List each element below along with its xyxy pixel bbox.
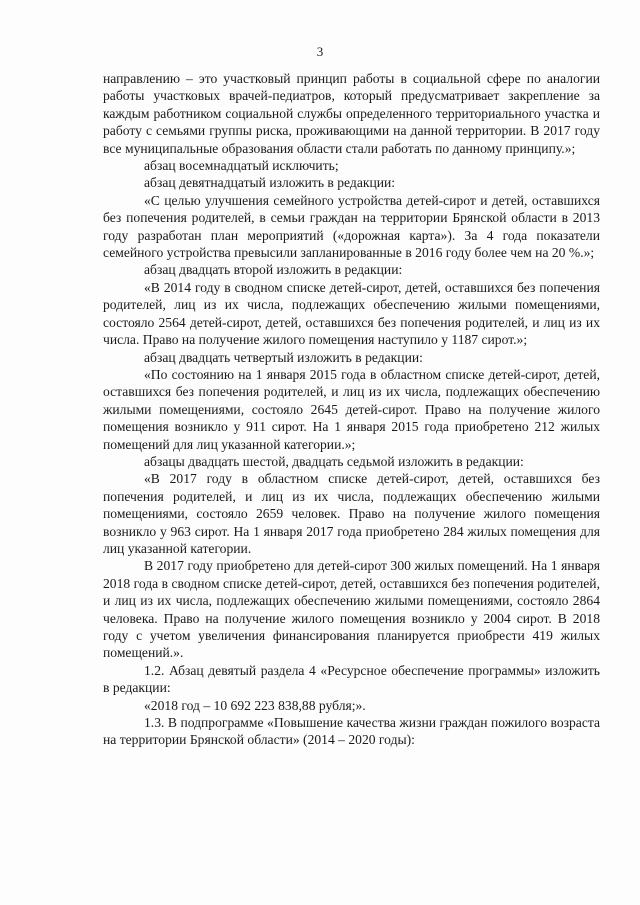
paragraph-8: «По состоянию на 1 января 2015 года в областном списке детей-сирот, детей, оставшихся без попечения родителей, и лиц из их числа, подлежащих обеспечению жилыми помещениями, состояло 2645 детей-сирот. Право на получение жилого помещения возникло у 911 сирот. На 1 января 2015 года приобретено 212 жилых помещений для лиц указанной категории.»; (103, 366, 600, 452)
paragraph-14: 1.3. В подпрограмме «Повышение качества жизни граждан пожилого возраста на территории Брянской области» (2014 – 2020 годы): (103, 715, 600, 748)
paragraph-11: В 2017 году приобретено для детей-сирот 300 жилых помещений. На 1 января 2018 года в сводном списке детей-сирот, детей, оставшихся без попечения родителей, и лиц из их числа, подлежащих обеспечению жилыми помещениями, состояло 2864 человека. Право на получение жилого помещения возникло у 2004 сирот. В 2018 году с учетом увеличения финансирования планируется приобрести 419 жилых помещений.». (103, 558, 600, 661)
document-body (103, 70, 600, 749)
paragraph-2: абзац восемнадцатый исключить; (144, 158, 339, 174)
paragraph-12: 1.2. Абзац девятый раздела 4 «Ресурсное обеспечение программы» изложить в редакции: (103, 662, 600, 696)
paragraph-7: абзац двадцать четвертый изложить в редакции: (144, 349, 423, 365)
paragraph-3: абзац девятнадцатый изложить в редакции: (144, 175, 396, 191)
paragraph-4: «С целью улучшения семейного устройства детей-сирот и детей, оставшихся без попечения родителей, в семьи граждан на территории Брянской области в 2013 году разработан план мероприятий («дорожная карта»). За 4 года показатели семейного устройства превысили запланированные в 2016 году более чем на 20 %.»; (103, 192, 600, 261)
paragraph-6: «В 2014 году в сводном списке детей-сирот, детей, оставшихся без попечения родителей, лиц из их числа, подлежащих обеспечению жилыми помещениями, состояло 2564 детей-сирот, детей, оставшихся без попечения родителей, и лиц из их числа. Право на получение жилого помещения наступило у 1187 сирот.»; (103, 279, 600, 348)
paragraph-9: абзацы двадцать шестой, двадцать седьмой изложить в редакции: (144, 453, 524, 469)
paragraph-1: направлению – это участковый принцип работы в социальной сфере по аналогии работы участковых врачей-педиатров, который предусматривает закрепление за каждым работником социальной службы определенного территориального участка и работу с семьями группы риска, проживающими на данной территории. В 2017 году все муниципальные образования области стали работать по данному принципу.»; (103, 71, 600, 156)
page-number: 3 (316, 44, 324, 59)
paragraph-5: абзац двадцать второй изложить в редакции: (144, 262, 403, 278)
paragraph-13: «2018 год – 10 692 223 838,88 рубля;». (144, 697, 366, 713)
paragraph-10: «В 2017 году в областном списке детей-сирот, детей, оставшихся без попечения родителей, и лиц из их числа, подлежащих обеспечению жилыми помещениями, состояло 2659 человек. Право на получение жилого помещения возникло у 963 сирот. На 1 января 2017 года приобретено 284 жилых помещения для лиц указанной категории. (103, 471, 600, 556)
